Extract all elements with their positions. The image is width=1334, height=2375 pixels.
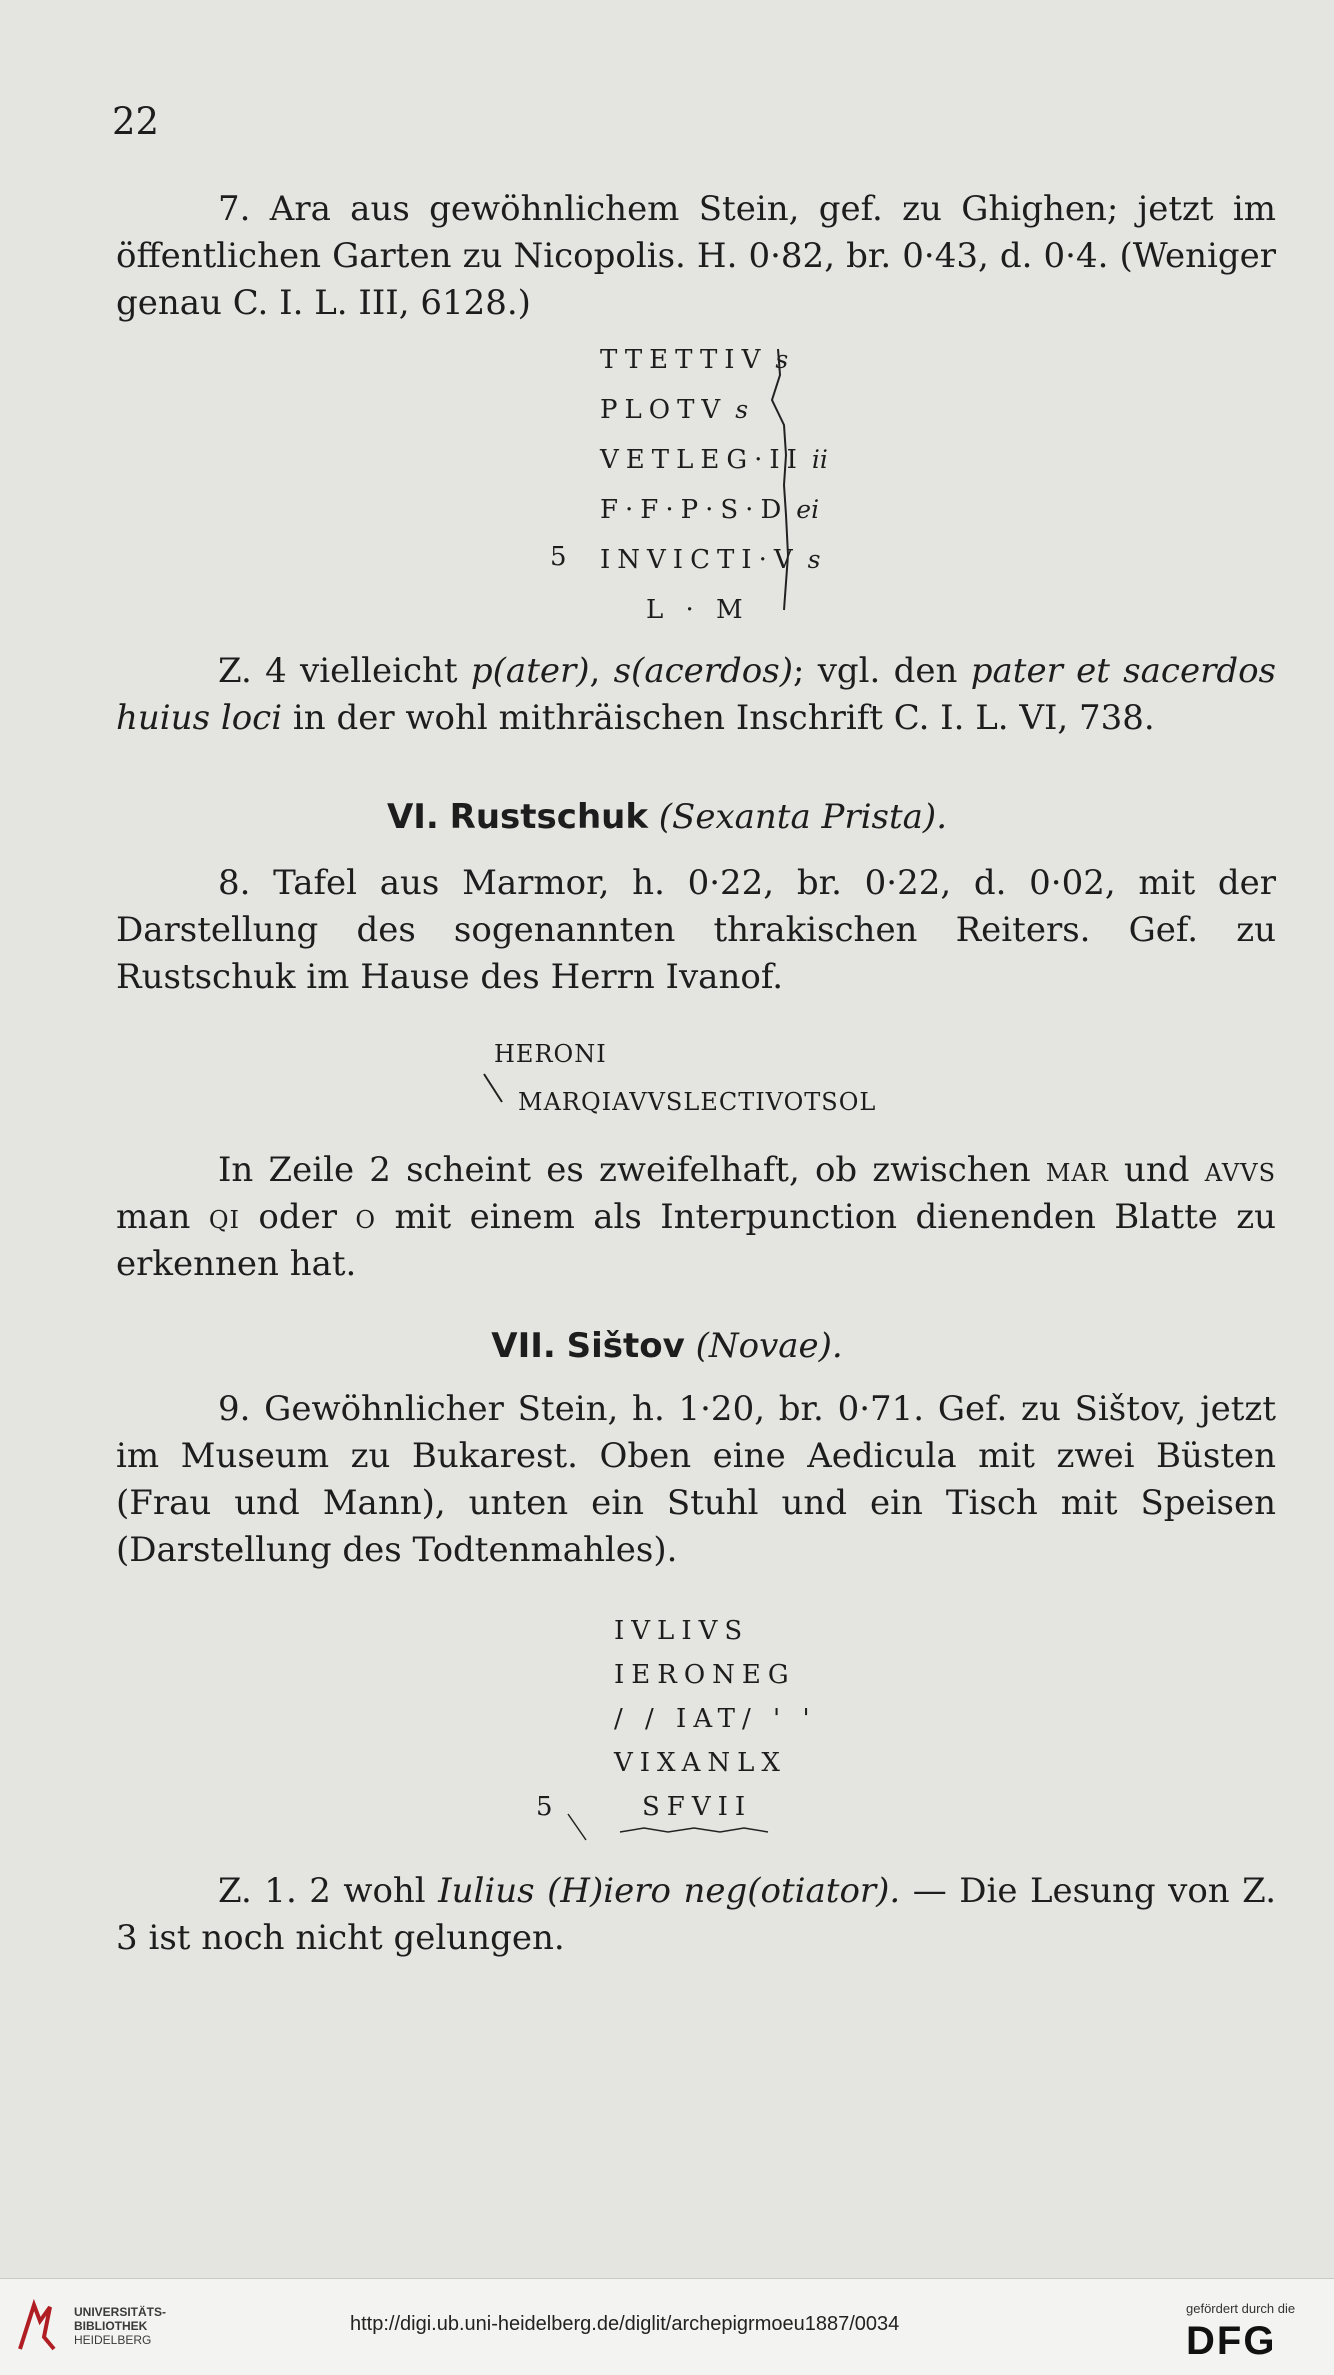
entry-8-description: 8. Tafel aus Marmor, h. 0·22, br. 0·22, d. 0·02, mit der Darstellung des sogenannten thrakischen Reiters. Gef. zu Rustschuk im Hause des Herrn Ivanof. bbox=[116, 863, 1276, 997]
inscription-7-line: VETLEG·II ii bbox=[600, 445, 828, 475]
inscription-9-line-number: 5 bbox=[536, 1792, 553, 1822]
inscription-7-line-number: 5 bbox=[550, 542, 567, 572]
entry-9-note: Z. 1. 2 wohl Iulius (H)iero neg(otiator). — Die Lesung von Z. 3 ist noch nicht gelungen. bbox=[116, 1871, 1277, 1958]
funding-note: gefördert durch die bbox=[1186, 2301, 1296, 2316]
entry-7-description bbox=[116, 186, 1276, 327]
library-name: UNIVERSITÄTS- BIBLIOTHEK HEIDELBERG bbox=[74, 2305, 167, 2347]
entry-7-number: 7. bbox=[218, 189, 251, 229]
section-6-heading: VI. Rustschuk (Sexanta Prista). bbox=[386, 797, 948, 837]
inscription-9-line: SFVII bbox=[642, 1792, 753, 1822]
inscription-7-line: PLOTV s bbox=[600, 395, 749, 425]
university-seal-icon bbox=[14, 2297, 60, 2355]
page-number: 22 bbox=[112, 100, 160, 143]
permalink[interactable]: http://digi.ub.uni-heidelberg.de/diglit/archepigrmoeu1887/0034 bbox=[350, 2313, 900, 2335]
entry-9-description: 9. Gewöhnlicher Stein, h. 1·20, br. 0·71. Gef. zu Sištov, jetzt im Museum zu Bukarest. Oben eine Aedicula mit zwei Büsten (Frau und Mann), unten ein Stuhl und ein Tisch mit Speisen (Darstellung des Todtenmahles). bbox=[116, 1389, 1276, 1570]
inscription-8-line-1: HERONI bbox=[494, 1040, 607, 1068]
stone-break-mark bbox=[480, 1068, 520, 1118]
inscription-9-line: / / IAT/ ' ' bbox=[614, 1704, 817, 1734]
dfg-logo: DFG bbox=[1186, 2319, 1277, 2363]
inscription-7-line: TTETTIV s bbox=[600, 345, 789, 375]
entry-7-text: Ara aus gewöhnlichem Stein, gef. zu Ghighen; jetzt im öffentlichen Garten zu Nicopolis. H. 0·82, br. 0·43, d. 0·4. (Weniger genau C. I. L. III, 6128.) bbox=[116, 189, 1276, 323]
inscription-9-line: VIXANLX bbox=[614, 1748, 787, 1778]
inscription-9-line: IVLIVS bbox=[614, 1616, 750, 1646]
inscription-7-line: F·F·P·S·D ei bbox=[600, 495, 820, 525]
footer-bar bbox=[0, 2278, 1334, 2375]
inscription-7-line: L · M bbox=[646, 595, 750, 625]
stone-break-line bbox=[770, 345, 810, 615]
inscription-9-line: IERONEG bbox=[614, 1660, 796, 1690]
entry-8-comment: In Zeile 2 scheint es zweifelhaft, ob zwischen mar und avvs man qi oder o mit einem als Interpunction dienenden Blatte zu erkennen hat. bbox=[116, 1150, 1277, 1284]
entry-7-note: Z. 4 vielleicht p(ater), s(acerdos); vgl. den pater et sacerdos huius loci in der wohl mithräischen Inschrift C. I. L. VI, 738. bbox=[116, 651, 1277, 738]
inscription-8-line-2: MARQIAVVSLECTIVOTSOL bbox=[518, 1088, 877, 1116]
inscription-7-line: INVICTI·V s bbox=[600, 545, 821, 575]
stone-break-line bbox=[564, 1812, 824, 1852]
section-7-heading: VII. Sištov (Novae). bbox=[491, 1326, 843, 1366]
